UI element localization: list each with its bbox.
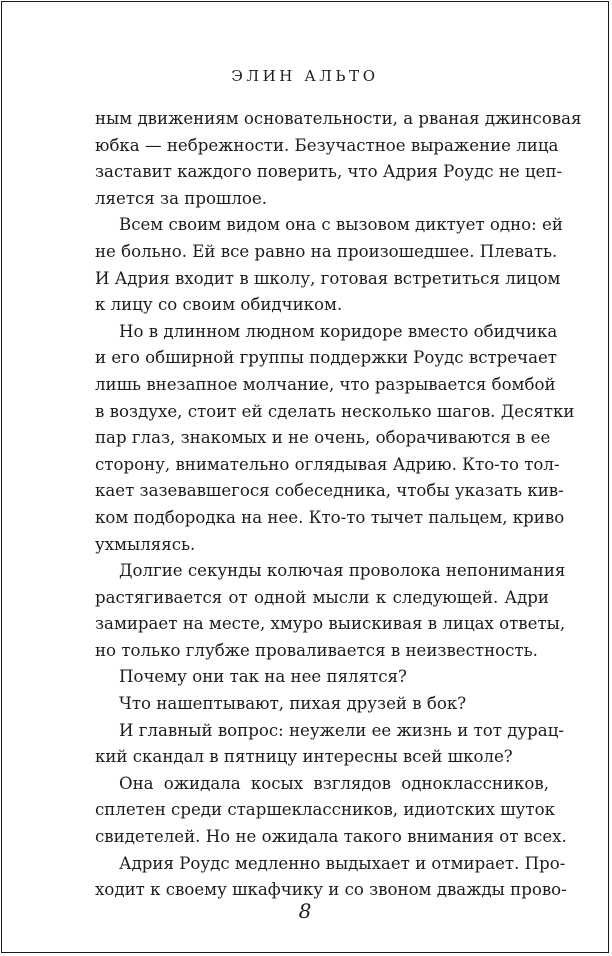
text-line: в воздухе, стоит ей сделать несколько шагов. Десятки [95, 401, 575, 421]
text-line: ходит к своему шкафчику и со звоном дважды прово- [95, 880, 567, 900]
text-line: кий скандал в пятницу интересны всей школе? [95, 747, 513, 767]
text-line: к лицу со своим обидчиком. [95, 295, 343, 315]
text-line: ляется за прошлое. [95, 188, 267, 208]
text-line: Что нашептывают, пихая друзей в бок? [119, 694, 467, 714]
text-line: Всем своим видом она с вызовом диктует одно: ей [119, 215, 563, 235]
text-line: пар глаз, знакомых и не очень, оборачиваются в ее [95, 428, 551, 448]
text-line: сплетен среди старшеклассников, идиотских шуток [95, 800, 555, 820]
running-head-author: ЭЛИН АЛЬТО [231, 67, 379, 85]
text-line: Почему они так на нее пялятся? [119, 667, 407, 687]
text-line: ухмыляясь. [95, 534, 196, 554]
text-line: свидетелей. Но не ожидала такого внимания от всех. [95, 827, 567, 847]
text-line: сторону, внимательно оглядывая Адрию. Кто-то тол- [95, 454, 560, 474]
text-line: растягивается от одной мысли к следующей. Адри [95, 587, 549, 607]
page-number: 8 [298, 899, 312, 923]
text-line: Долгие секунды колючая проволока непонимания [119, 561, 566, 581]
text-line: кает зазевавшегося собеседника, чтобы указать кив- [95, 481, 564, 501]
text-line: не больно. Ей все равно на произошедшее. Плевать. [95, 241, 558, 261]
text-line: но только глубже проваливается в неизвестность. [95, 640, 538, 660]
text-line: лишь внезапное молчание, что разрывается бомбой [95, 374, 556, 394]
body-text [95, 106, 582, 904]
text-line: и его обширной группы поддержки Роудс встречает [95, 348, 557, 368]
text-line: заставит каждого поверить, что Адрия Роудс не цеп- [95, 162, 563, 182]
text-line: И главный вопрос: неужели ее жизнь и тот дурац- [119, 720, 564, 740]
text-line: ком подбородка на нее. Кто-то тычет пальцем, криво [95, 507, 565, 527]
book-page [1, 1, 609, 953]
text-line: Адрия Роудс медленно выдыхает и отмирает. Про- [119, 853, 566, 873]
text-line: юбка — небрежности. Безучастное выражение лица [95, 135, 559, 155]
text-line: ным движениям основательности, а рваная джинсовая [95, 109, 582, 128]
text-line: Она ожидала косых взглядов одноклассников, [119, 773, 549, 793]
text-line: замирает на месте, хмуро выискивая в лицах ответы, [95, 614, 566, 634]
text-line: Но в длинном людном коридоре вместо обидчика [119, 321, 558, 341]
text-line: И Адрия входит в школу, готовая встретиться лицом [95, 268, 561, 288]
